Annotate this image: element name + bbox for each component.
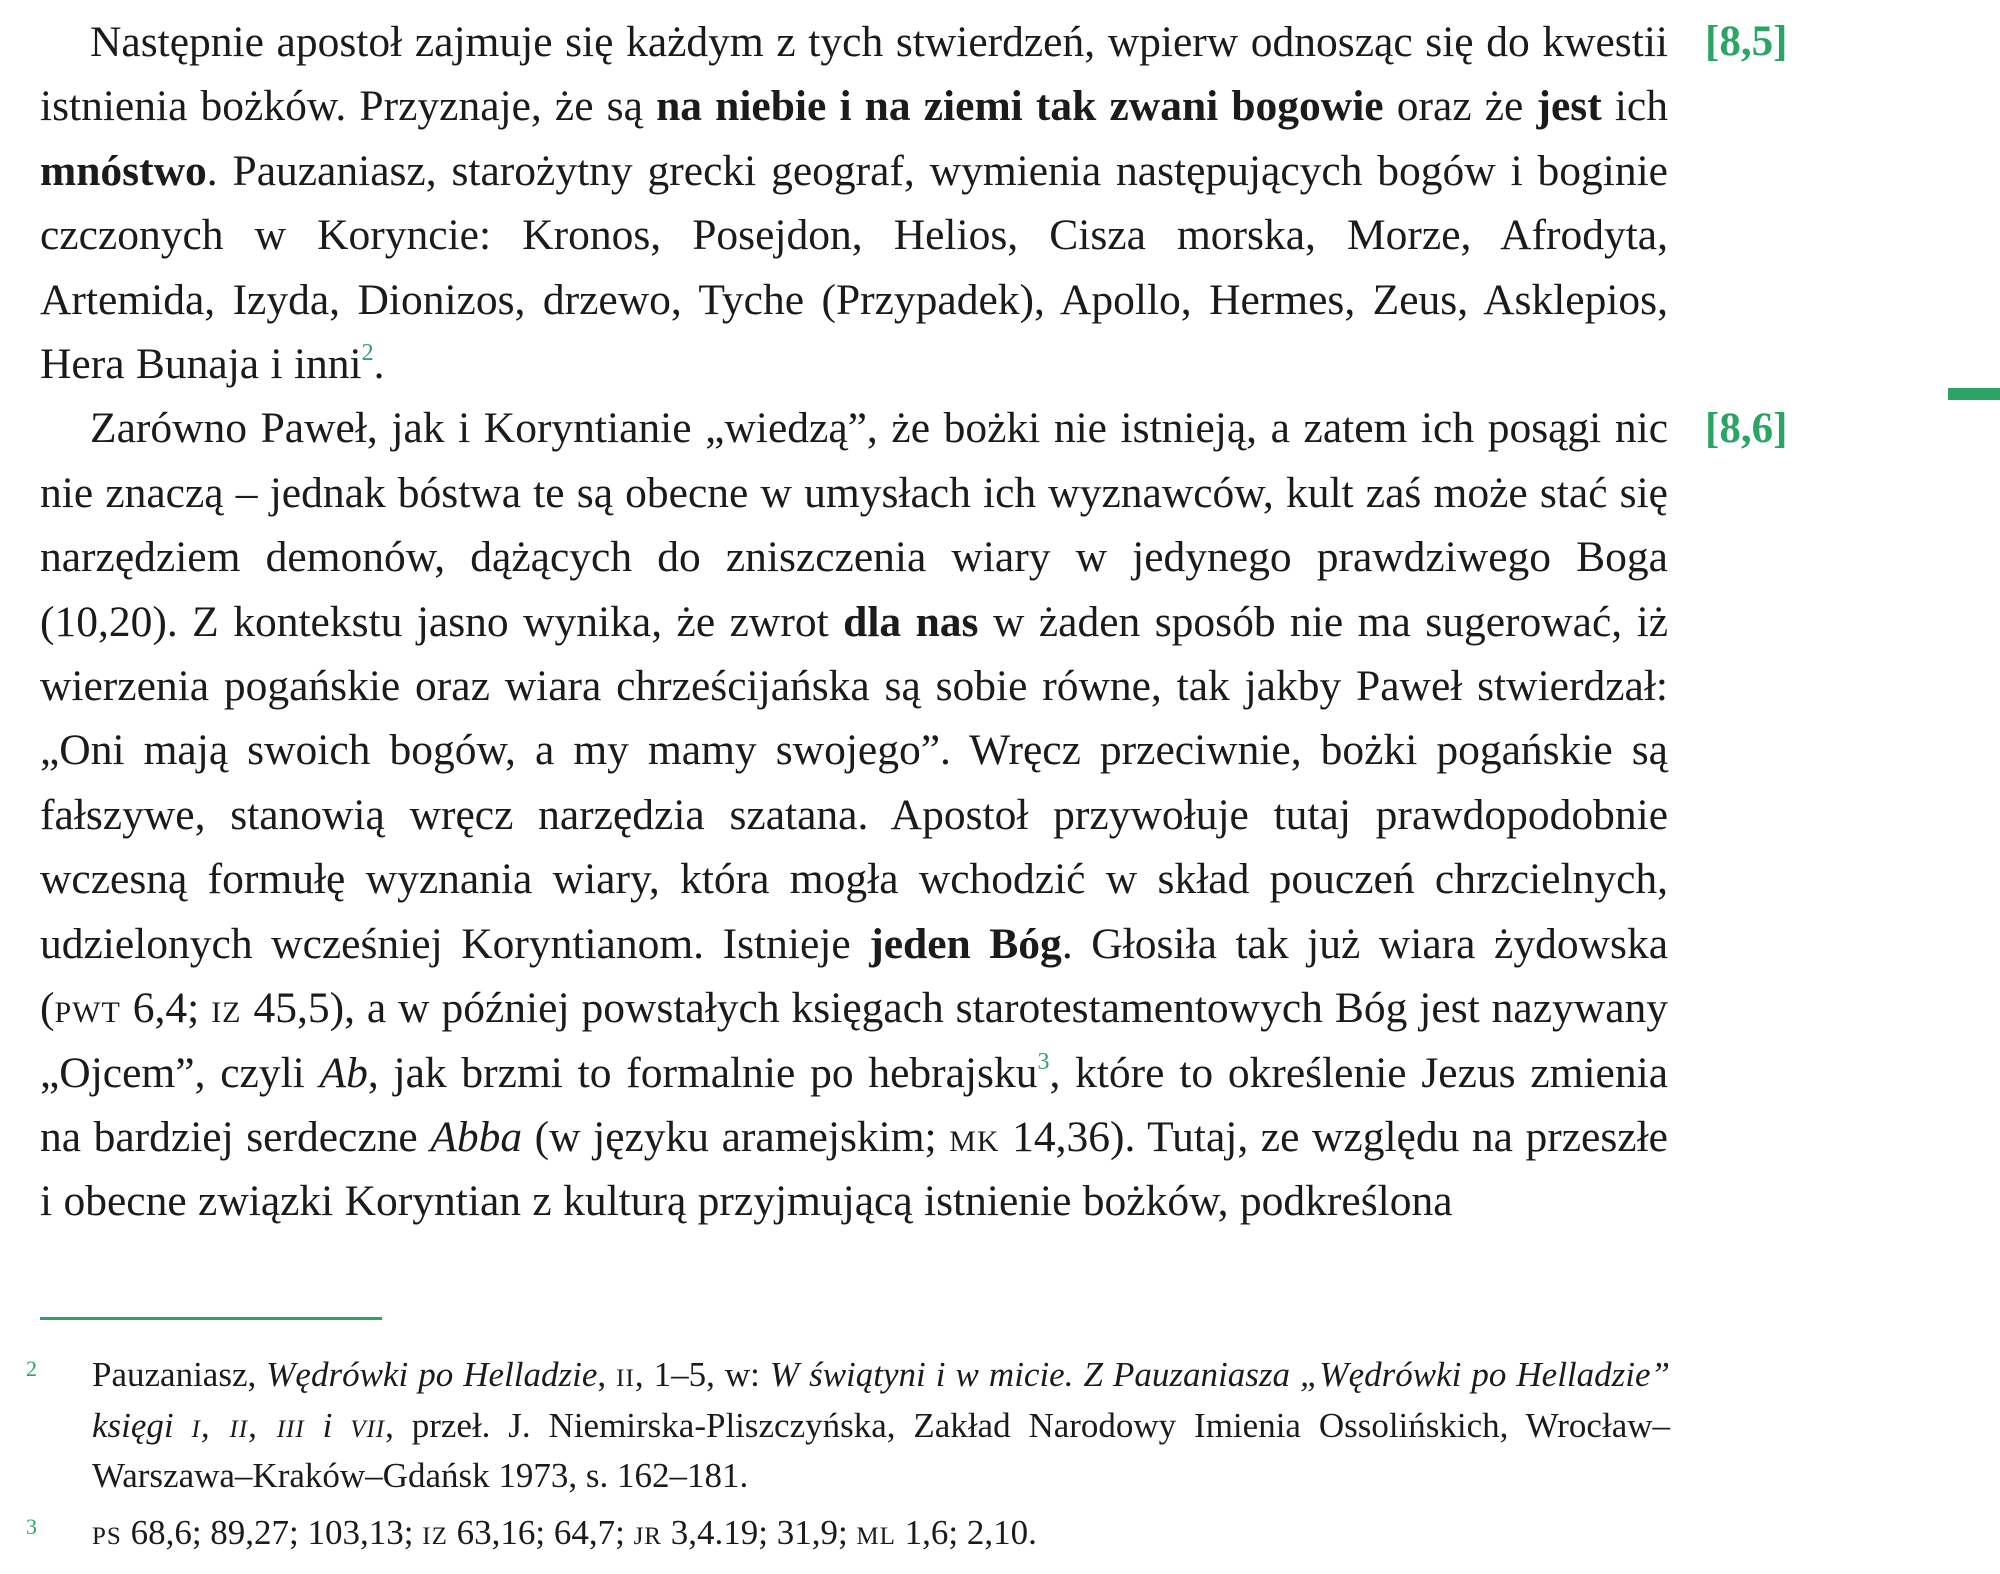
text-run: 6,4; bbox=[120, 984, 212, 1033]
bible-book-abbr: jr bbox=[633, 1512, 662, 1552]
text-run: . Głosiła tak już wiara żydowska ( bbox=[40, 919, 1669, 1033]
text-run: (w języku aramejskim; bbox=[522, 1112, 950, 1161]
bold-quote: jeden Bóg bbox=[869, 919, 1062, 968]
italic-term: Abba bbox=[430, 1112, 523, 1161]
text-run: , jak brzmi to formalnie po hebrajsku bbox=[367, 1048, 1038, 1097]
chapter-edge-tab bbox=[1948, 388, 2000, 400]
bible-book-abbr: pwt bbox=[54, 984, 121, 1033]
text-run: . bbox=[373, 340, 385, 389]
footnote-ref-3[interactable]: 3 bbox=[1037, 1048, 1050, 1075]
bible-book-abbr: mk bbox=[949, 1112, 1000, 1161]
text-run: w żaden sposób nie ma sugerować, iż wierzenia pogańskie oraz wiara chrześcijańska są sobie równe, tak jakby Paweł stwierdzał: „Oni mają swoich bogów, a my mamy swojego”. Wręcz przeciwnie, bożki pogańskie są fałszywe, stanowią wręcz narzędzia szatana. Apostoł przywołuje tutaj prawdopodobnie wczesną formułę wyznania wiary, która mogła wchodzić w skład pouczeń chrzcielnych, udzielonych wcześniej Koryntianom. Istnieje bbox=[40, 597, 1669, 968]
text-run: , 1–5, w: bbox=[634, 1355, 770, 1394]
italic-term: Ab bbox=[319, 1048, 368, 1097]
footnote-2 bbox=[0, 1350, 1670, 1502]
main-text bbox=[40, 10, 1668, 1234]
margin-verse-ref-8-6: [8,6] bbox=[1705, 405, 1788, 452]
italic-title: i bbox=[304, 1405, 351, 1445]
bold-quote: jest bbox=[1536, 82, 1602, 131]
paragraph-2 bbox=[40, 396, 1668, 1233]
bible-book-abbr: iz bbox=[211, 984, 242, 1033]
footnote-ref-2[interactable]: 2 bbox=[361, 340, 374, 367]
footnote-number: 2 bbox=[26, 1356, 37, 1381]
text-run: , bbox=[597, 1355, 617, 1394]
bible-book-abbr: iz bbox=[422, 1512, 448, 1552]
text-run: Następnie apostoł zajmuje się każdym z tych stwierdzeń, wpierw odnosząc się do kwestii istnienia bożków. Przyznaje, że są bbox=[40, 18, 1668, 131]
text-run: . Pauzaniasz, starożytny grecki geograf, wymienia następujących bogów i boginie czczonych w Koryncie: Kronos, Posejdon, Helios, Cisza morska, Morze, Afrodyta, Artemida, Izyda, Dionizos, drzewo, Tyche (Przypadek), Apollo, Hermes, Zeus, Asklepios, Hera Bunaja i inni bbox=[40, 146, 1668, 389]
footnote-3 bbox=[0, 1508, 1670, 1559]
text-run: 68,6; 89,27; 103,13; bbox=[121, 1512, 423, 1552]
roman-numeral: vii bbox=[350, 1405, 386, 1445]
text-run: 45,5), a w później powstałych księgach starotestamentowych Bóg jest nazywany „Ojcem”, czyli bbox=[40, 984, 1668, 1097]
text-run: 14,36). Tutaj, ze względu na przeszłe i obecne związki Koryntian z kulturą przyjmującą istnienie bożków, podkreślona bbox=[40, 1112, 1668, 1226]
text-run: Zarówno Paweł, jak i Koryntianie „wiedzą”, że bożki nie istnieją, a zatem ich posągi nic nie znaczą – jednak bóstwa te są obecne w umysłach ich wyznawców, kult zaś może stać się narzędziem demonów, dążących do zniszczenia wiary w jedynego prawdziwego Boga (10,20). Z kontekstu jasno wynika, że zwrot bbox=[40, 404, 1668, 646]
italic-title: Wędrówki po Helladzie bbox=[266, 1355, 598, 1394]
roman-numeral: i, ii, iii bbox=[191, 1405, 305, 1445]
text-run: oraz że bbox=[1383, 82, 1537, 131]
roman-numeral: ii bbox=[616, 1355, 635, 1394]
text-run: ich bbox=[1601, 82, 1668, 131]
margin-verse-ref-8-5: [8,5] bbox=[1705, 18, 1788, 65]
bold-quote: mnóstwo bbox=[40, 146, 207, 195]
paragraph-1 bbox=[40, 10, 1668, 396]
text-run: 1,6; 2,10. bbox=[895, 1512, 1037, 1552]
text-run: , przeł. J. Niemirska-Pliszczyńska, Zakład Narodowy Imienia Ossolińskich, Wrocław–Warszawa–Kraków–Gdańsk 1973, s. 162–181. bbox=[92, 1405, 1671, 1495]
text-run: 63,16; 64,7; bbox=[447, 1512, 634, 1552]
footnote-number: 3 bbox=[26, 1513, 37, 1539]
bible-book-abbr: ps bbox=[92, 1512, 122, 1552]
italic-title: W świątyni i w micie. Z Pauzaniasza „Wędrówki po Helladzie” księgi bbox=[92, 1355, 1671, 1445]
text-run: Pauzaniasz, bbox=[92, 1355, 267, 1394]
bible-book-abbr: ml bbox=[856, 1512, 896, 1552]
bold-quote: dla nas bbox=[843, 597, 979, 646]
footnotes bbox=[0, 1350, 1670, 1564]
footnote-separator bbox=[40, 1317, 382, 1320]
text-run: , które to określenie Jezus zmienia na bardziej serdeczne bbox=[40, 1048, 1669, 1161]
text-run: 3,4.19; 31,9; bbox=[661, 1512, 857, 1552]
bold-quote: na niebie i na ziemi tak zwani bogowie bbox=[656, 82, 1384, 131]
